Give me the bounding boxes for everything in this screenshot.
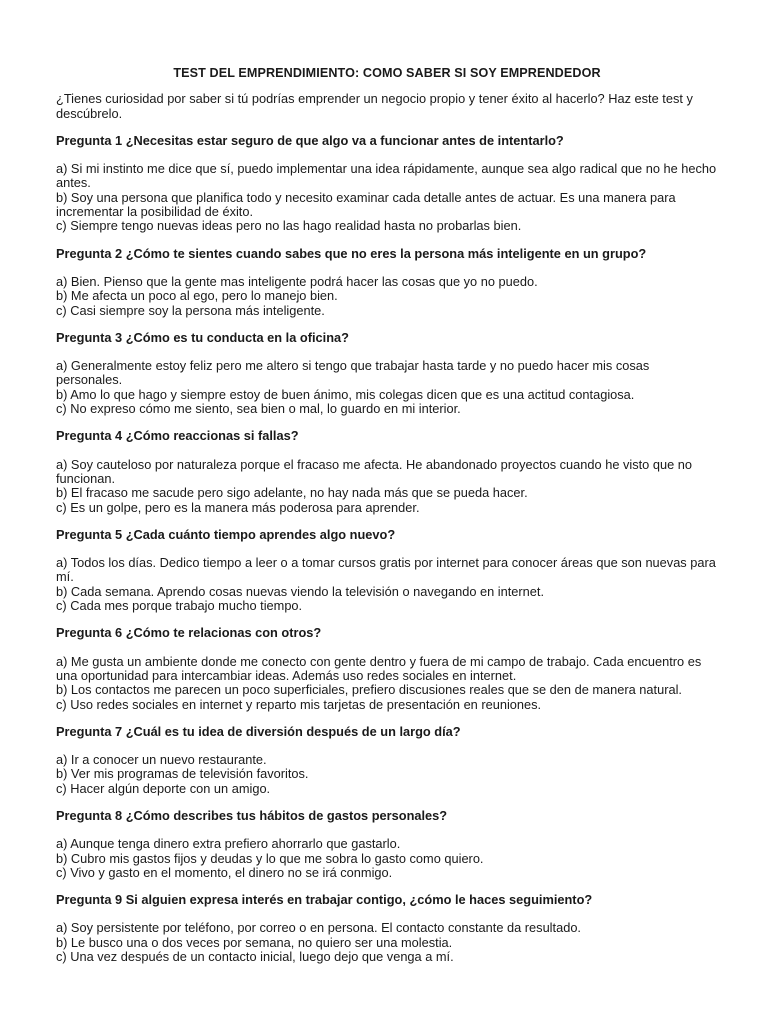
answer-option-c: c) Uso redes sociales en internet y reparto mis tarjetas de presentación en reuniones. — [56, 696, 542, 712]
answer-option-b: b) Soy una persona que planifica todo y necesito examinar cada detalle antes de actuar. Es una manera para incrementar la posibilidad de éxito. — [56, 189, 676, 220]
answer-list — [56, 753, 718, 796]
answer-option-c: c) Casi siempre soy la persona más inteligente. — [56, 302, 325, 318]
answer-list — [56, 556, 718, 613]
answer-list — [56, 275, 718, 318]
answer-option-b: b) Cada semana. Aprendo cosas nuevas viendo la televisión o navegando en internet. — [56, 583, 545, 599]
answer-option-b: b) Ver mis programas de televisión favoritos. — [56, 766, 309, 782]
answer-option-b: b) Me afecta un poco al ego, pero lo manejo bien. — [56, 288, 338, 304]
answer-option-b: b) Le busco una o dos veces por semana, no quiero ser una molestia. — [56, 934, 453, 950]
answer-option-c: c) Cada mes porque trabajo mucho tiempo. — [56, 598, 303, 614]
document-page — [56, 66, 718, 977]
answer-option-a: a) Soy cauteloso por naturaleza porque el fracaso me afecta. He abandonado proyectos cuando he visto que no funcionan. — [56, 456, 692, 486]
question-block-6 — [56, 626, 718, 711]
answer-option-a: a) Bien. Pienso que la gente mas inteligente podrá hacer las cosas que yo no puedo. — [56, 273, 538, 289]
question-heading: Pregunta 5 ¿Cada cuánto tiempo aprendes algo nuevo? — [56, 526, 396, 542]
answer-option-a: a) Si mi instinto me dice que sí, puedo implementar una idea rápidamente, aunque sea algo radical que no he hecho antes. — [56, 161, 717, 191]
answer-option-c: c) Hacer algún deporte con un amigo. — [56, 780, 271, 796]
answer-option-c: c) Es un golpe, pero es la manera más poderosa para aprender. — [56, 499, 420, 515]
question-block-7 — [56, 725, 718, 796]
question-block-5 — [56, 528, 718, 613]
answer-option-a: a) Soy persistente por teléfono, por correo o en persona. El contacto constante da resultado. — [56, 920, 581, 936]
answer-option-c: c) No expreso cómo me siento, sea bien o mal, lo guardo en mi interior. — [56, 401, 461, 417]
answer-option-b: b) Amo lo que hago y siempre estoy de buen ánimo, mis colegas dicen que es una actitud contagiosa. — [56, 386, 635, 402]
question-heading: Pregunta 4 ¿Cómo reaccionas si fallas? — [56, 428, 299, 444]
answer-list — [56, 458, 718, 515]
intro-paragraph: ¿Tienes curiosidad por saber si tú podrías emprender un negocio propio y tener éxito al hacerlo? Haz este test y descúbrelo. — [56, 91, 693, 121]
question-block-2 — [56, 247, 718, 318]
question-heading: Pregunta 7 ¿Cuál es tu idea de diversión después de un largo día? — [56, 723, 461, 739]
answer-list — [56, 162, 718, 233]
answer-list — [56, 359, 718, 416]
question-heading: Pregunta 1 ¿Necesitas estar seguro de que algo va a funcionar antes de intentarlo? — [56, 132, 564, 148]
answer-option-a: a) Todos los días. Dedico tiempo a leer o a tomar cursos gratis por internet para conocer áreas que son nuevas para mí. — [56, 555, 716, 585]
answer-option-a: a) Aunque tenga dinero extra prefiero ahorrarlo que gastarlo. — [56, 836, 401, 852]
question-heading: Pregunta 2 ¿Cómo te sientes cuando sabes que no eres la persona más inteligente en un grupo? — [56, 245, 647, 261]
answer-option-c: c) Vivo y gasto en el momento, el dinero no se irá conmigo. — [56, 864, 393, 880]
question-heading: Pregunta 9 Si alguien expresa interés en trabajar contigo, ¿cómo le haces seguimiento? — [56, 892, 593, 908]
question-heading: Pregunta 6 ¿Cómo te relacionas con otros? — [56, 625, 322, 641]
question-block-9 — [56, 893, 718, 964]
answer-list — [56, 921, 718, 964]
answer-option-a: a) Generalmente estoy feliz pero me altero si tengo que trabajar hasta tarde y no puedo hacer mis cosas personales. — [56, 358, 650, 388]
question-block-3 — [56, 331, 718, 416]
question-block-8 — [56, 809, 718, 880]
answer-option-a: a) Me gusta un ambiente donde me conecto con gente dentro y fuera de mi campo de trabajo. Cada encuentro es una oportunidad para intercambiar ideas. Además uso redes sociales en internet. — [56, 653, 702, 683]
answer-list — [56, 655, 718, 712]
answer-option-b: b) Los contactos me parecen un poco superficiales, prefiero discusiones reales que se den de manera natural. — [56, 682, 682, 698]
question-block-4 — [56, 429, 718, 514]
question-block-1 — [56, 134, 718, 234]
answer-option-c: c) Siempre tengo nuevas ideas pero no las hago realidad hasta no probarlas bien. — [56, 218, 522, 234]
question-list — [56, 134, 718, 964]
answer-list — [56, 837, 718, 880]
answer-option-a: a) Ir a conocer un nuevo restaurante. — [56, 752, 267, 768]
answer-option-b: b) El fracaso me sacude pero sigo adelante, no hay nada más que se pueda hacer. — [56, 485, 528, 501]
document-title: TEST DEL EMPRENDIMIENTO: COMO SABER SI SOY EMPRENDEDOR — [173, 66, 601, 80]
question-heading: Pregunta 8 ¿Cómo describes tus hábitos de gastos personales? — [56, 807, 448, 823]
answer-option-b: b) Cubro mis gastos fijos y deudas y lo que me sobra lo gasto como quiero. — [56, 850, 484, 866]
answer-option-c: c) Una vez después de un contacto inicial, luego dejo que venga a mí. — [56, 949, 454, 965]
question-heading: Pregunta 3 ¿Cómo es tu conducta en la oficina? — [56, 329, 349, 345]
